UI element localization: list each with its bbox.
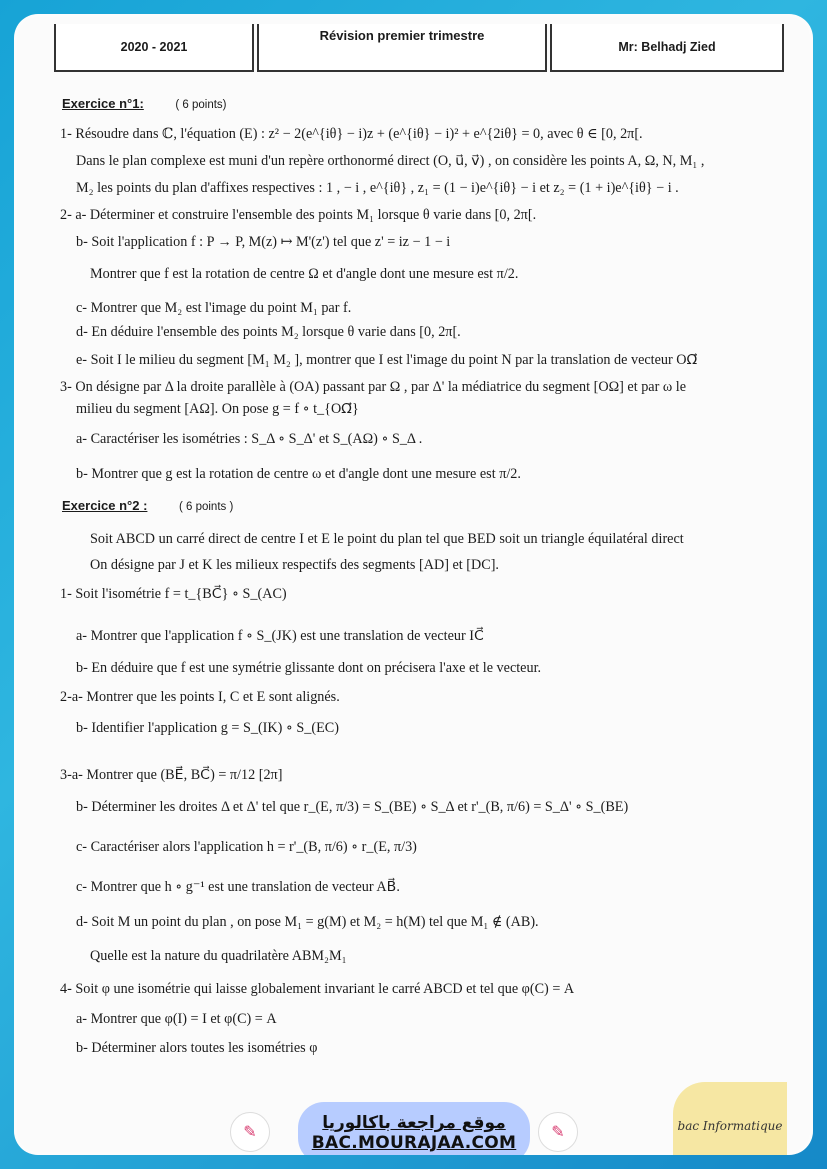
site-name-arabic: موقع مراجعة باكالوريا [322,1113,506,1133]
ex1-line: b- Soit l'application f : P → P, M(z) ↦ M'(z') tel que z' = iz − 1 − i [76,234,451,250]
ex1-line: 1- Résoudre dans ℂ, l'équation (E) : z² − 2(e^{iθ} − i)z + (e^{iθ} − i)² + e^{2iθ} = 0, avec θ ∈ [0, 2π[. [60,126,643,142]
ex2-line: 1- Soit l'isométrie f = t_{BC⃗} ∘ S_(AC) [60,586,287,602]
exercise-2-points: ( 6 points ) [178,501,234,513]
ex2-line: 2-a- Montrer que les points I, C et E sont alignés. [60,689,340,705]
header-table [54,24,784,72]
ex2-line: b- Déterminer les droites Δ et Δ' tel que r_(E, π/3) = S_(BE) ∘ S_Δ et r'_(B, π/6) = S_Δ' ∘ S_(BE) [76,799,629,815]
site-logo-left-icon: ✎ [230,1112,270,1152]
ex2-line: d- Soit M un point du plan , on pose M₁ = g(M) et M₂ = h(M) tel que M₁ ∉ (AB). [76,914,539,930]
ex2-line: c- Caractériser alors l'application h = r'_(B, π/6) ∘ r_(E, π/3) [76,839,417,855]
ex2-line: b- En déduire que f est une symétrie glissante dont on précisera l'axe et le vecteur. [76,660,542,676]
ex1-line: c- Montrer que M₂ est l'image du point M₁ par f. [76,300,352,316]
exercise-1-heading [62,96,227,112]
ex1-line: Montrer que f est la rotation de centre Ω et d'angle dont une mesure est π/2. [90,266,519,282]
document-page [14,14,813,1155]
ex2-line: 3-a- Montrer que (BE⃗, BC⃗) = π/12 [2π] [60,767,283,783]
ex2-line: c- Montrer que h ∘ g⁻¹ est une translation de vecteur AB⃗. [76,879,400,895]
ex2-line: a- Montrer que φ(I) = I et φ(C) = A [76,1011,277,1027]
site-url-link[interactable]: BAC.MOURAJAA.COM [311,1133,517,1153]
ex1-line: M₂ les points du plan d'affixes respectives : 1 , − i , e^{iθ} , z₁ = (1 − i)e^{iθ} − i et z₂ = (1 + i)e^{iθ} − i . [76,180,679,196]
header-title: Révision premier trimestre [257,24,547,72]
ex1-line: Dans le plan complexe est muni d'un repère orthonormé direct (O, u⃗, v⃗) , on considère les points A, Ω, N, M₁ , [76,153,705,169]
exercise-2-title: Exercice n°2 : [62,498,148,513]
ex1-line: b- Montrer que g est la rotation de centre ω et d'angle dont une mesure est π/2. [76,466,521,482]
ex1-line: milieu du segment [AΩ]. On pose g = f ∘ t_{OΩ⃗} [76,401,359,417]
site-logo-right-icon: ✎ [538,1112,578,1152]
ex2-line: 4- Soit φ une isométrie qui laisse globalement invariant le carré ABCD et tel que φ(C) = A [60,981,575,997]
ex1-line: 3- On désigne par Δ la droite parallèle à (OA) passant par Ω , par Δ' la médiatrice du segment [OΩ] et par ω le [60,379,686,395]
ex2-line: On désigne par J et K les milieux respectifs des segments [AD] et [DC]. [90,557,499,573]
ex2-line: a- Montrer que l'application f ∘ S_(JK) est une translation de vecteur IC⃗ [76,628,484,644]
ex2-line: Quelle est la nature du quadrilatère ABM₂M₁ [90,948,347,964]
ex1-line: a- Caractériser les isométries : S_Δ ∘ S_Δ' et S_(AΩ) ∘ S_Δ . [76,431,423,447]
corner-logo: bac Informatique [673,1082,787,1155]
header-teacher: Mr: Belhadj Zied [550,24,784,72]
exercise-1-title: Exercice n°1: [62,96,144,111]
exercise-2-heading [62,498,233,514]
ex2-line: b- Déterminer alors toutes les isométries φ [76,1040,318,1056]
ex1-line: 2- a- Déterminer et construire l'ensemble des points M₁ lorsque θ varie dans [0, 2π[. [60,207,537,223]
exercise-1-points: ( 6 points) [175,99,227,111]
ex2-line: Soit ABCD un carré direct de centre I et E le point du plan tel que BED soit un triangle équilatéral direct [90,531,684,547]
bleed-through-text [574,54,813,1094]
ex1-line: e- Soit I le milieu du segment [M₁ M₂ ], montrer que I est l'image du point N par la translation de vecteur OΩ⃗ [76,352,698,368]
ex2-line: b- Identifier l'application g = S_(IK) ∘ S_(EC) [76,720,339,736]
header-years: 2020 - 2021 [54,24,254,72]
ex1-line: d- En déduire l'ensemble des points M₂ lorsque θ varie dans [0, 2π[. [76,324,461,340]
site-badge[interactable] [298,1102,530,1155]
